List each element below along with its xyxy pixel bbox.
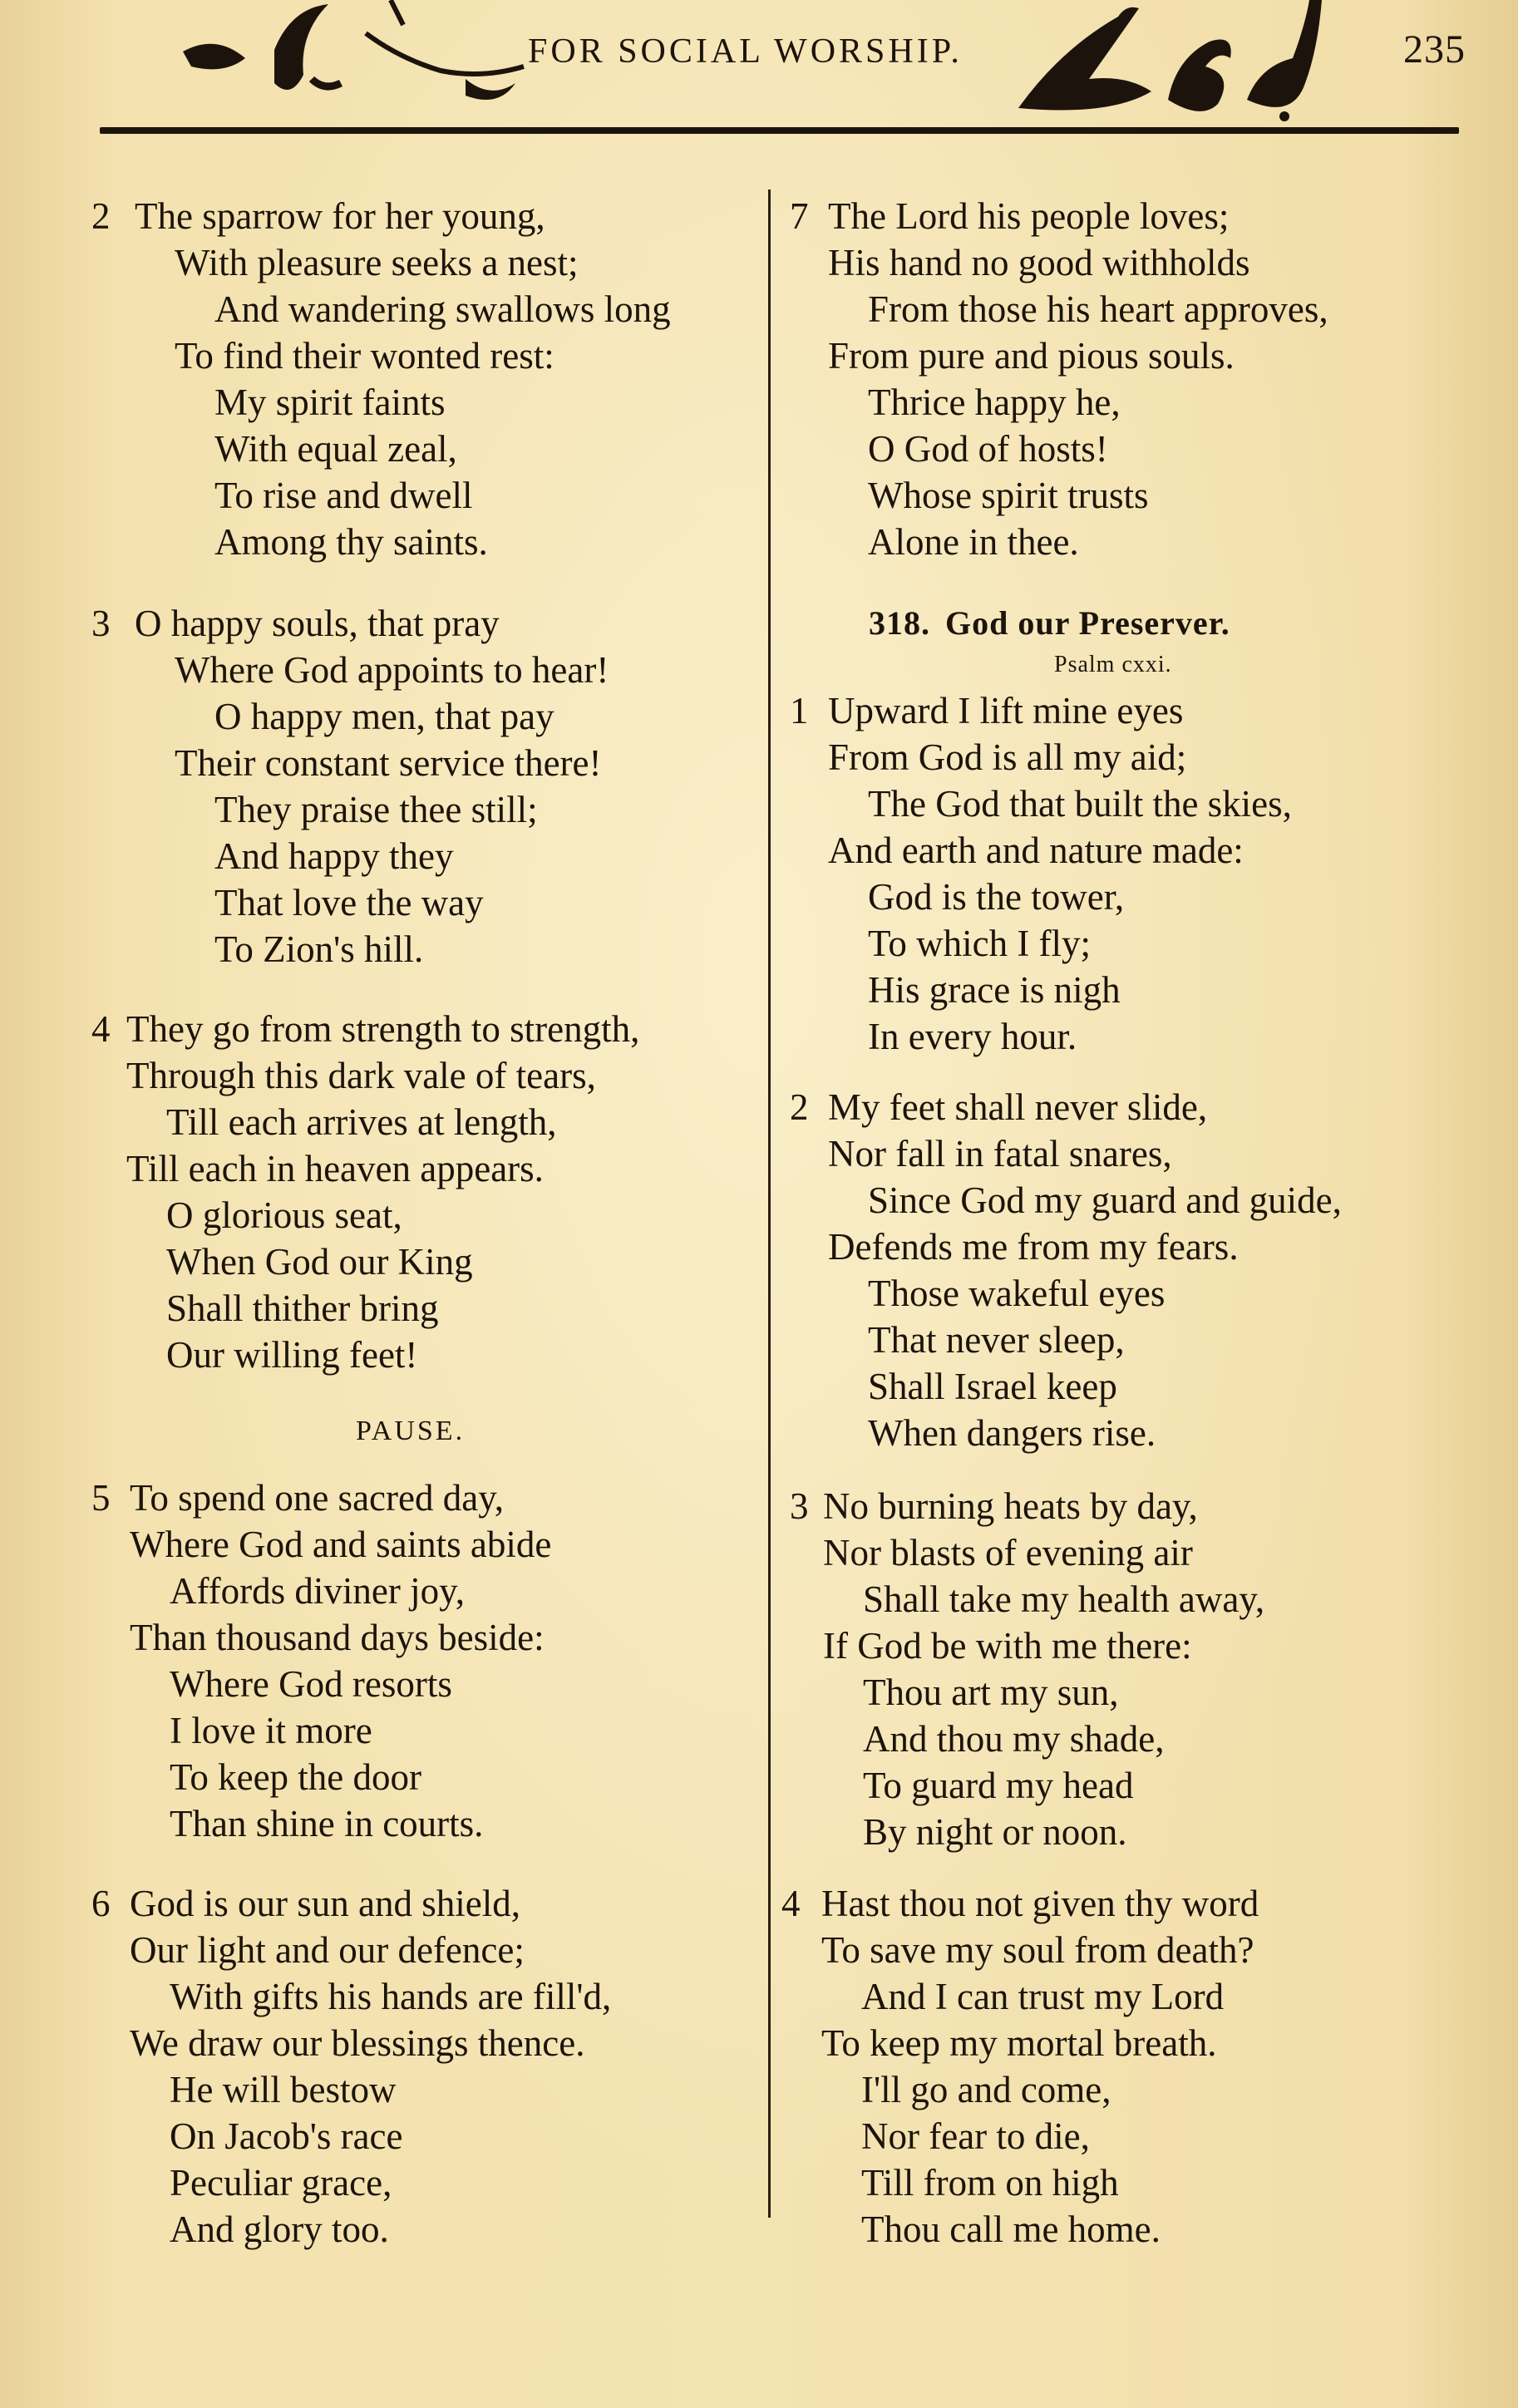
verse-line: Through this dark vale of tears, <box>126 1055 596 1096</box>
verse-line: Where God resorts <box>170 1663 452 1705</box>
verse-line: And happy they <box>214 835 454 877</box>
verse-line: Defends me from my fears. <box>828 1226 1239 1268</box>
verse-line: Upward I lift mine eyes <box>828 690 1184 731</box>
verse-line: God is our sun and shield, <box>130 1883 520 1924</box>
stanza-number: 6 <box>91 1883 111 1924</box>
hymn-subtitle: Psalm cxxi. <box>1054 652 1172 677</box>
verse-line: Those wakeful eyes <box>868 1273 1166 1314</box>
verse-line: And glory too. <box>170 2209 389 2250</box>
verse-line: His hand no good withholds <box>828 242 1250 283</box>
verse-line: And wandering swallows long <box>214 288 671 330</box>
stanza-2-left <box>91 193 671 565</box>
verse-line: O God of hosts! <box>868 428 1108 470</box>
verse-line: To spend one sacred day, <box>130 1477 505 1519</box>
stanza-1-right <box>790 687 1292 1060</box>
stanza-5-left <box>91 1475 551 1847</box>
verse-line: Shall thither bring <box>166 1288 439 1329</box>
verse-line: Till each in heaven appears. <box>126 1148 544 1189</box>
verse-line: To find their wonted rest: <box>175 335 554 377</box>
verse-line: Our willing feet! <box>166 1334 418 1376</box>
stanza-number: 2 <box>790 1086 809 1128</box>
stanza-number: 4 <box>781 1883 801 1924</box>
header-rule <box>100 127 1459 134</box>
verse-line: Nor fear to die, <box>861 2115 1090 2157</box>
verse-line: To guard my head <box>863 1765 1134 1806</box>
verse-line: That love the way <box>214 882 484 923</box>
verse-line: Than thousand days beside: <box>130 1617 545 1658</box>
verse-line: To keep my mortal breath. <box>821 2022 1217 2064</box>
stanza-3-right <box>790 1483 1264 1855</box>
stanza-number: 4 <box>91 1008 111 1050</box>
stanza-number: 5 <box>91 1477 111 1519</box>
verse-line: And earth and nature made: <box>828 830 1244 871</box>
verse-line: Where God appoints to hear! <box>175 649 609 691</box>
verse-line: My spirit faints <box>214 382 446 423</box>
verse-line: Till from on high <box>861 2162 1119 2204</box>
running-head: FOR SOCIAL WORSHIP. <box>528 32 963 71</box>
verse-line: Till each arrives at length, <box>166 1101 557 1143</box>
stanza-6-left <box>91 1880 611 2253</box>
verse-line: Whose spirit trusts <box>868 475 1149 516</box>
hymn-number: 318. <box>869 604 930 642</box>
verse-line: They go from strength to strength, <box>126 1008 640 1050</box>
verse-line: And I can trust my Lord <box>861 1976 1225 2017</box>
verse-line: Thou call me home. <box>861 2209 1161 2250</box>
verse-line: I love it more <box>170 1710 372 1751</box>
verse-line: He will bestow <box>170 2069 397 2110</box>
verse-line: Their constant service there! <box>175 742 602 784</box>
stanza-7-right <box>790 193 1328 565</box>
verse-line: By night or noon. <box>863 1811 1127 1853</box>
verse-line: And thou my shade, <box>863 1718 1165 1760</box>
verse-line: With equal zeal, <box>214 428 457 470</box>
verse-line: To Zion's hill. <box>214 928 424 970</box>
verse-line: Thou art my sun, <box>863 1672 1119 1713</box>
verse-line: Than shine in courts. <box>170 1803 484 1844</box>
verse-line: No burning heats by day, <box>823 1485 1198 1527</box>
stanza-4-left <box>91 1006 639 1378</box>
verse-line: On Jacob's race <box>170 2115 403 2157</box>
stanza-3-left <box>91 600 609 973</box>
stanza-number: 3 <box>790 1485 809 1527</box>
flourish-ornament-right-icon <box>1010 0 1343 125</box>
verse-line: If God be with me there: <box>823 1625 1192 1667</box>
verse-line: Shall take my health away, <box>863 1578 1265 1620</box>
verse-line: To save my soul from death? <box>821 1929 1254 1971</box>
verse-line: Alone in thee. <box>868 521 1079 563</box>
verse-line: The sparrow for her young, <box>135 195 545 237</box>
verse-line: From pure and pious souls. <box>828 335 1235 377</box>
verse-line: In every hour. <box>868 1016 1077 1057</box>
verse-line: When dangers rise. <box>868 1412 1156 1454</box>
verse-line: His grace is nigh <box>868 969 1121 1011</box>
verse-line: My feet shall never slide, <box>828 1086 1208 1128</box>
stanza-number: 1 <box>790 690 809 731</box>
verse-line: I'll go and come, <box>861 2069 1111 2110</box>
verse-line: With pleasure seeks a nest; <box>175 242 579 283</box>
verse-line: Hast thou not given thy word <box>821 1883 1259 1924</box>
verse-line: O glorious seat, <box>166 1194 402 1236</box>
verse-line: God is the tower, <box>868 876 1125 918</box>
verse-line: Nor fall in fatal snares, <box>828 1133 1172 1174</box>
stanza-number: 2 <box>91 195 111 237</box>
verse-line: To keep the door <box>170 1756 422 1798</box>
hymn-title-text: God our Preserver. <box>945 604 1230 642</box>
verse-line: Our light and our defence; <box>130 1929 525 1971</box>
column-divider <box>768 190 771 2218</box>
verse-line: Since God my guard and guide, <box>868 1179 1342 1221</box>
verse-line: That never sleep, <box>868 1319 1125 1361</box>
verse-line: We draw our blessings thence. <box>130 2022 585 2064</box>
stanza-4-right <box>781 1880 1259 2253</box>
verse-line: To rise and dwell <box>214 475 473 516</box>
verse-line: O happy men, that pay <box>214 696 554 737</box>
verse-line: O happy souls, that pray <box>135 603 500 644</box>
verse-line: Among thy saints. <box>214 521 488 563</box>
hymn-title <box>869 603 1230 643</box>
verse-line: Thrice happy he, <box>868 382 1121 423</box>
verse-line: To which I fly; <box>868 923 1092 964</box>
verse-line: They praise thee still; <box>214 789 538 830</box>
verse-line: From those his heart approves, <box>868 288 1328 330</box>
verse-line: From God is all my aid; <box>828 736 1187 778</box>
verse-line: Peculiar grace, <box>170 2162 392 2204</box>
verse-line: The God that built the skies, <box>868 783 1292 825</box>
verse-line: Shall Israel keep <box>868 1366 1117 1407</box>
verse-line: Where God and saints abide <box>130 1524 552 1565</box>
verse-line: With gifts his hands are fill'd, <box>170 1976 612 2017</box>
verse-line: When God our King <box>166 1241 473 1283</box>
stanza-number: 3 <box>91 603 111 644</box>
verse-line: Nor blasts of evening air <box>823 1532 1193 1573</box>
stanza-2-right <box>790 1084 1342 1456</box>
verse-line: The Lord his people loves; <box>828 195 1230 237</box>
page-number: 235 <box>1403 27 1466 71</box>
stanza-number: 7 <box>790 195 809 237</box>
pause-label: PAUSE. <box>356 1416 466 1446</box>
flourish-ornament-left-icon <box>166 0 549 125</box>
verse-line: Affords diviner joy, <box>170 1570 465 1612</box>
